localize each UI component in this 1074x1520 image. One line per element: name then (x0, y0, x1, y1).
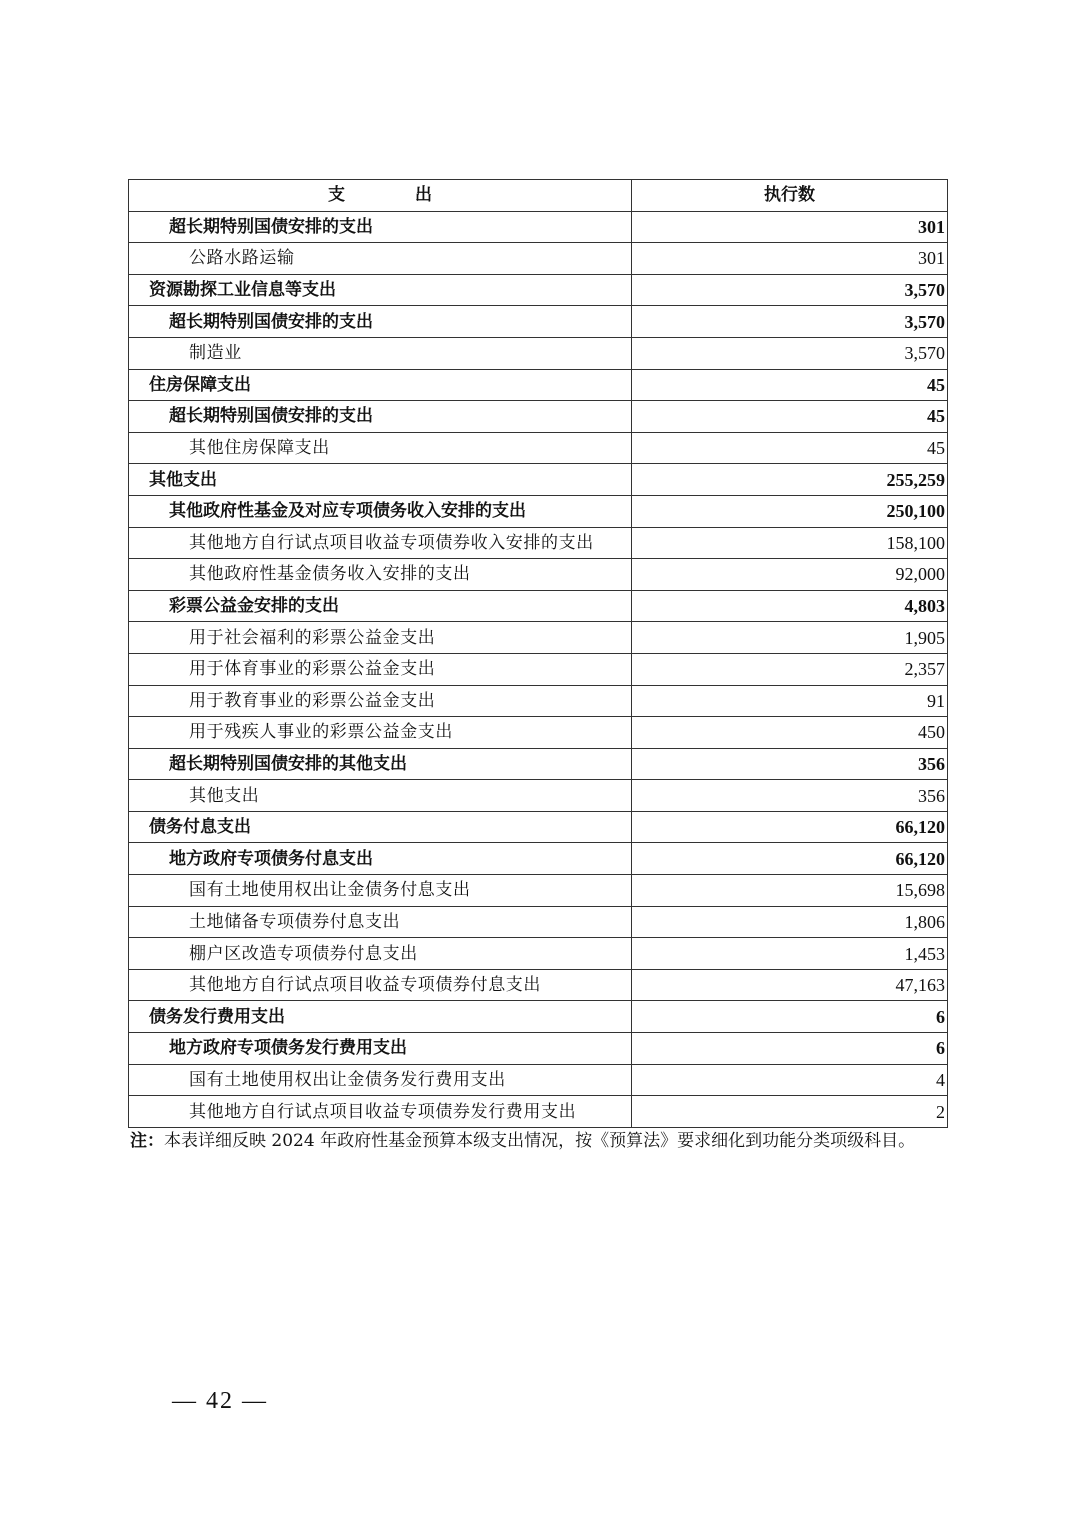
row-item-value: 301 (632, 211, 948, 243)
row-item-value: 158,100 (632, 527, 948, 559)
row-item-name: 地方政府专项债务发行费用支出 (129, 1033, 632, 1065)
row-item-name: 债务发行费用支出 (129, 1001, 632, 1033)
row-item-name: 超长期特别国债安排的支出 (129, 306, 632, 338)
table-body (129, 211, 948, 1127)
row-item-name: 土地储备专项债券付息支出 (129, 906, 632, 938)
expenditure-table (128, 179, 948, 1128)
table-row (129, 401, 948, 433)
row-item-name: 国有土地使用权出让金债务付息支出 (129, 875, 632, 907)
row-item-name: 超长期特别国债安排的其他支出 (129, 748, 632, 780)
row-item-name: 其他政府性基金债务收入安排的支出 (129, 559, 632, 591)
header-expenditure: 支 出 (129, 180, 632, 212)
table-row (129, 969, 948, 1001)
table-row (129, 432, 948, 464)
row-item-name: 用于社会福利的彩票公益金支出 (129, 622, 632, 654)
row-item-value: 92,000 (632, 559, 948, 591)
row-item-value: 301 (632, 243, 948, 275)
row-item-name: 其他政府性基金及对应专项债务收入安排的支出 (129, 495, 632, 527)
row-item-name: 其他地方自行试点项目收益专项债券发行费用支出 (129, 1096, 632, 1128)
row-item-value: 6 (632, 1001, 948, 1033)
row-item-name: 债务付息支出 (129, 811, 632, 843)
row-item-value: 66,120 (632, 843, 948, 875)
table-row (129, 875, 948, 907)
table-row (129, 1064, 948, 1096)
row-item-value: 4,803 (632, 590, 948, 622)
table-row (129, 274, 948, 306)
row-item-name: 彩票公益金安排的支出 (129, 590, 632, 622)
table-row (129, 622, 948, 654)
table-row (129, 527, 948, 559)
row-item-name: 棚户区改造专项债券付息支出 (129, 938, 632, 970)
row-item-value: 356 (632, 748, 948, 780)
row-item-name: 国有土地使用权出让金债务发行费用支出 (129, 1064, 632, 1096)
table-row (129, 1001, 948, 1033)
row-item-value: 45 (632, 401, 948, 433)
table-row (129, 306, 948, 338)
row-item-value: 255,259 (632, 464, 948, 496)
note-text: 本表详细反映 2024 年政府性基金预算本级支出情况，按《预算法》要求细化到功能分类项级科目。 (164, 1131, 916, 1151)
table-row (129, 717, 948, 749)
row-item-name: 用于残疾人事业的彩票公益金支出 (129, 717, 632, 749)
table-row (129, 685, 948, 717)
row-item-value: 45 (632, 432, 948, 464)
table-row (129, 559, 948, 591)
row-item-name: 其他地方自行试点项目收益专项债券付息支出 (129, 969, 632, 1001)
table-row (129, 780, 948, 812)
table-row (129, 748, 948, 780)
table-row (129, 906, 948, 938)
row-item-value: 450 (632, 717, 948, 749)
row-item-name: 超长期特别国债安排的支出 (129, 401, 632, 433)
row-item-name: 制造业 (129, 337, 632, 369)
row-item-value: 1,453 (632, 938, 948, 970)
row-item-value: 1,806 (632, 906, 948, 938)
table-row (129, 1096, 948, 1128)
row-item-value: 3,570 (632, 337, 948, 369)
table-row (129, 337, 948, 369)
row-item-value: 1,905 (632, 622, 948, 654)
row-item-name: 其他支出 (129, 780, 632, 812)
table-row (129, 653, 948, 685)
row-item-name: 其他地方自行试点项目收益专项债券收入安排的支出 (129, 527, 632, 559)
row-item-value: 4 (632, 1064, 948, 1096)
table-row (129, 464, 948, 496)
table-row (129, 938, 948, 970)
table-row (129, 843, 948, 875)
table-row (129, 811, 948, 843)
row-item-value: 3,570 (632, 274, 948, 306)
row-item-name: 资源勘探工业信息等支出 (129, 274, 632, 306)
row-item-value: 2 (632, 1096, 948, 1128)
row-item-name: 其他住房保障支出 (129, 432, 632, 464)
row-item-name: 超长期特别国债安排的支出 (129, 211, 632, 243)
note-label: 注： (130, 1131, 164, 1151)
row-item-name: 用于教育事业的彩票公益金支出 (129, 685, 632, 717)
table-note (130, 1128, 950, 1155)
row-item-value: 2,357 (632, 653, 948, 685)
row-item-name: 用于体育事业的彩票公益金支出 (129, 653, 632, 685)
row-item-name: 公路水路运输 (129, 243, 632, 275)
row-item-value: 47,163 (632, 969, 948, 1001)
table-row (129, 495, 948, 527)
row-item-value: 356 (632, 780, 948, 812)
row-item-value: 45 (632, 369, 948, 401)
row-item-name: 其他支出 (129, 464, 632, 496)
row-item-value: 250,100 (632, 495, 948, 527)
row-item-name: 地方政府专项债务付息支出 (129, 843, 632, 875)
row-item-value: 3,570 (632, 306, 948, 338)
row-item-name: 住房保障支出 (129, 369, 632, 401)
row-item-value: 6 (632, 1033, 948, 1065)
row-item-value: 15,698 (632, 875, 948, 907)
table-header-row (129, 180, 948, 212)
row-item-value: 91 (632, 685, 948, 717)
row-item-value: 66,120 (632, 811, 948, 843)
header-executed-amount: 执行数 (632, 180, 948, 212)
table-row (129, 243, 948, 275)
table-row (129, 369, 948, 401)
table-row (129, 590, 948, 622)
table-row (129, 211, 948, 243)
table-row (129, 1033, 948, 1065)
page-number: — 42 — (172, 1388, 268, 1414)
